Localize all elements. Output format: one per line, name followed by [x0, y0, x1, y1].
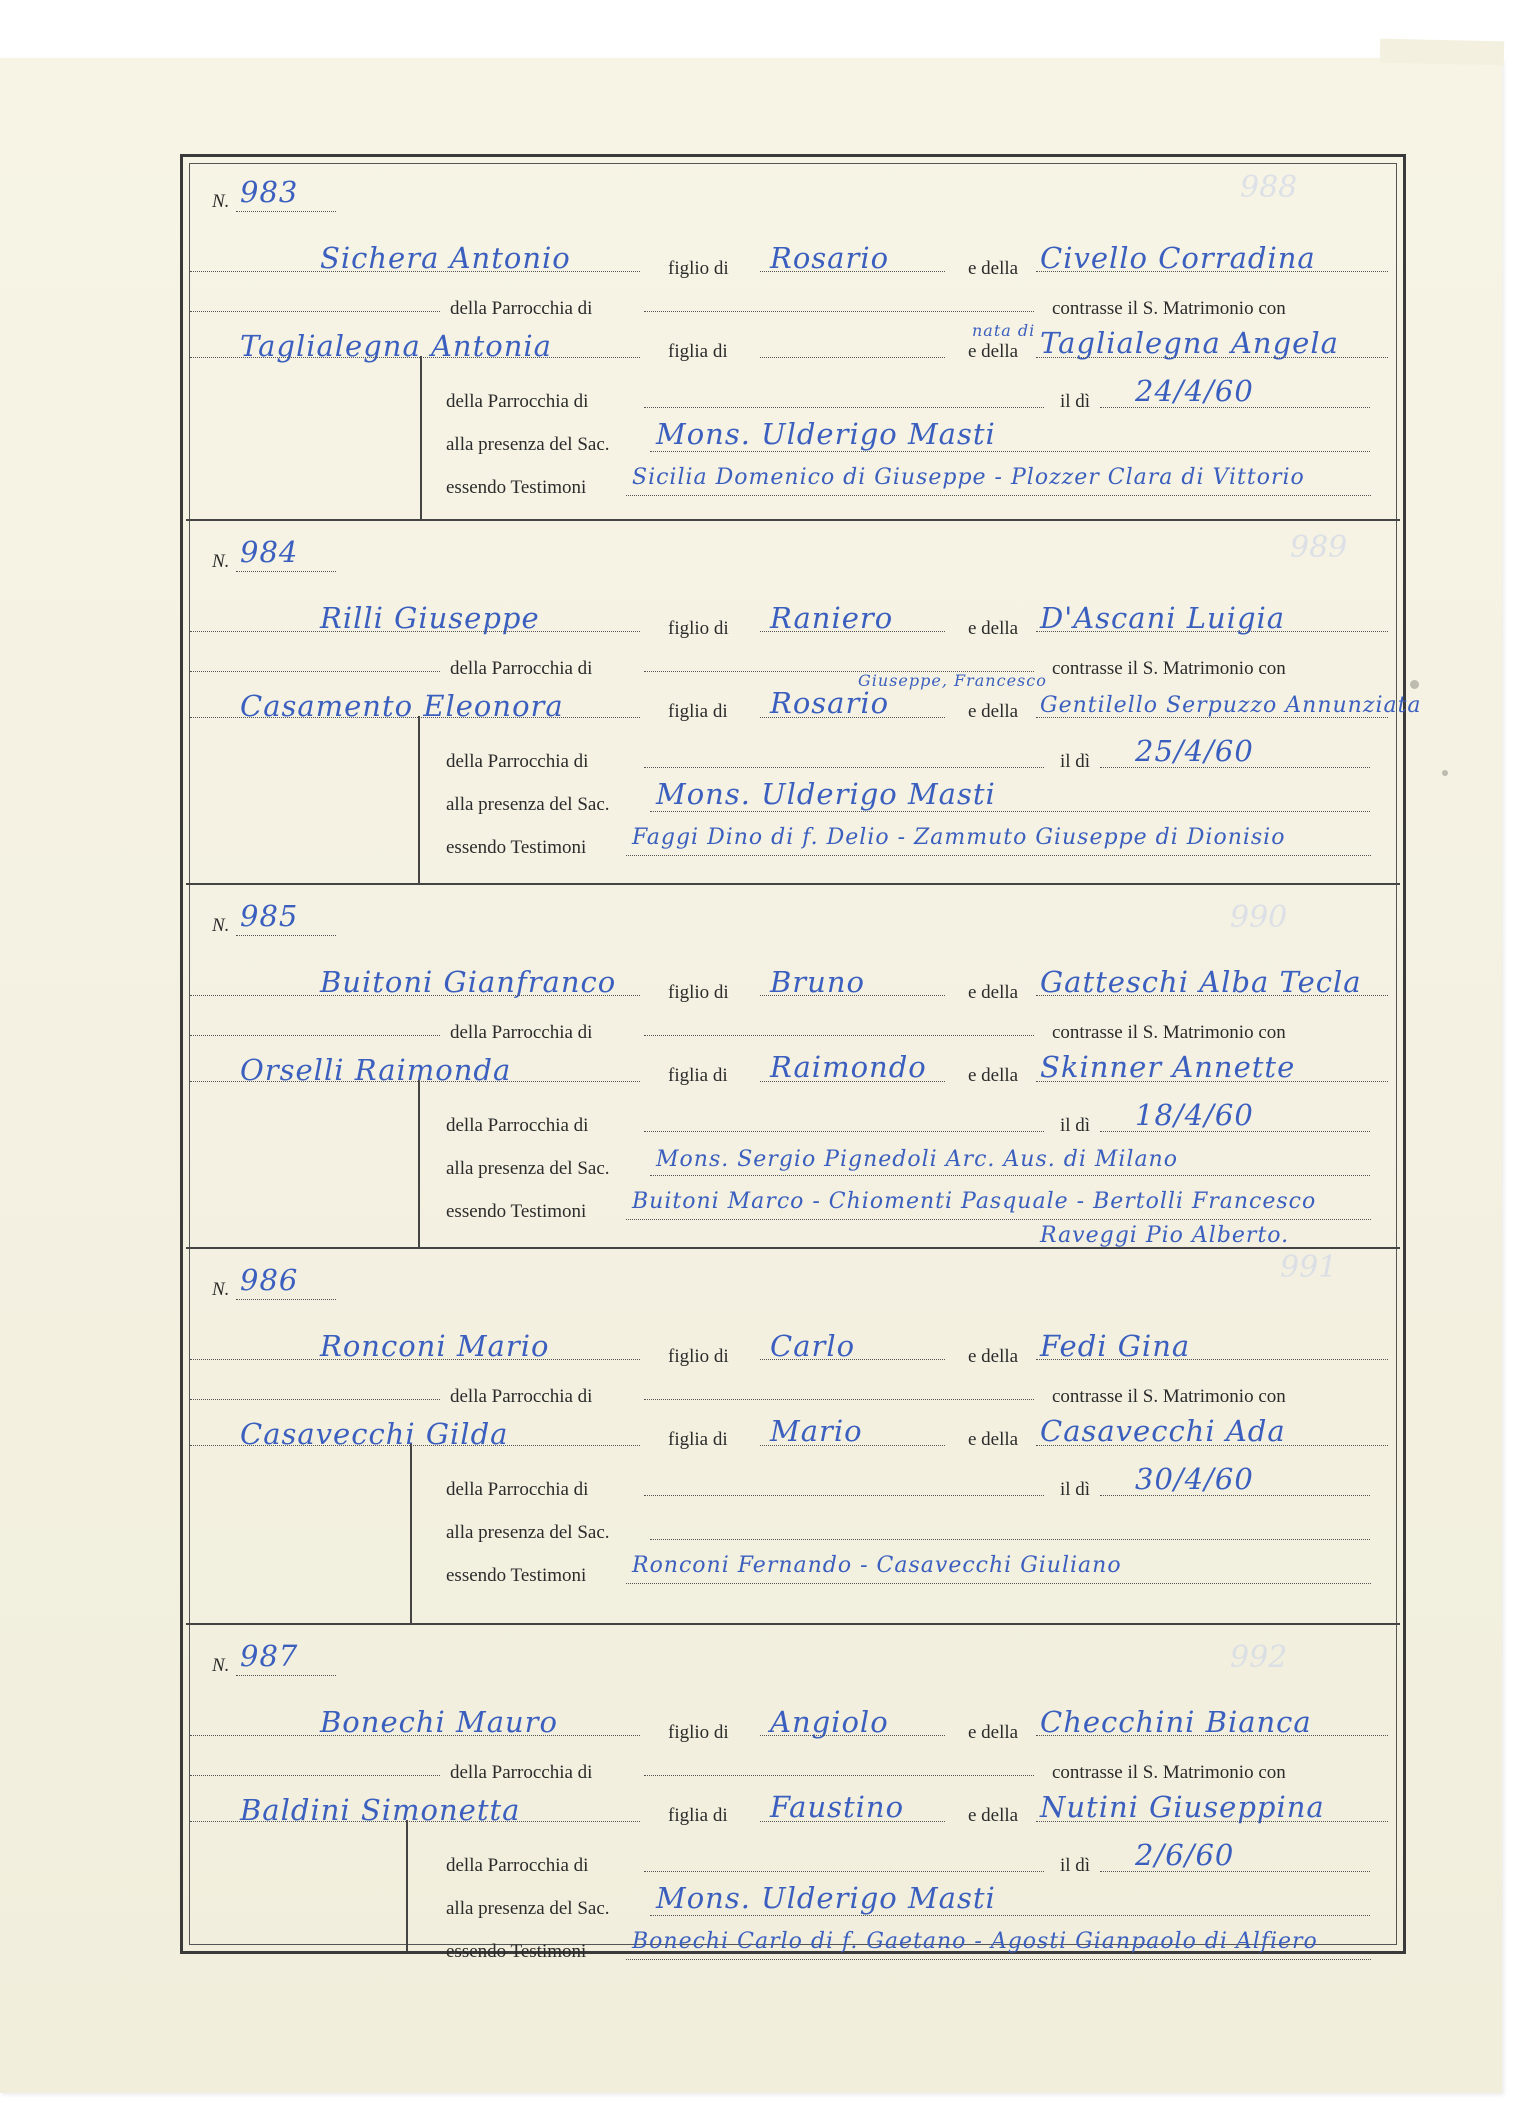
bride-mother: Skinner Annette	[1040, 1050, 1296, 1084]
dotted-line	[644, 1495, 1044, 1496]
dotted-line	[1036, 1735, 1388, 1736]
figlia-di-label: figlia di	[668, 1065, 728, 1086]
dotted-line	[190, 271, 640, 272]
dotted-line	[760, 1359, 945, 1360]
bride-mother: Taglialegna Angela	[1040, 326, 1339, 360]
della-parrocchia-label: della Parrocchia di	[450, 1762, 593, 1783]
dotted-line	[236, 571, 336, 572]
essendo-testimoni-label: essendo Testimoni	[446, 477, 587, 498]
bride-name: Casavecchi Gilda	[240, 1417, 509, 1451]
bride-mother: Nutini Giuseppina	[1040, 1790, 1325, 1824]
della-parrocchia-label: della Parrocchia di	[450, 1386, 593, 1407]
dotted-line	[236, 1299, 336, 1300]
dotted-line	[650, 1539, 1370, 1540]
marriage-date: 24/4/60	[1135, 374, 1254, 408]
dotted-line	[644, 1871, 1044, 1872]
alla-presenza-label: alla presenza del Sac.	[446, 1522, 610, 1543]
bride-father: Mario	[770, 1414, 863, 1448]
dotted-line	[1100, 767, 1370, 768]
il-di-label: il dì	[1060, 1479, 1091, 1500]
e-della-label: e della	[968, 1429, 1019, 1450]
bleed-number: 989	[1290, 530, 1348, 565]
dotted-line	[644, 1399, 1034, 1400]
essendo-testimoni-label: essendo Testimoni	[446, 1565, 587, 1586]
alla-presenza-label: alla presenza del Sac.	[446, 434, 610, 455]
e-della-label: e della	[968, 258, 1019, 279]
dotted-line	[650, 1915, 1370, 1916]
dotted-line	[1036, 1081, 1388, 1082]
record-divider-vertical	[418, 716, 420, 885]
bride-mother-note: nata di	[972, 321, 1036, 340]
bride-name: Casamento Eleonora	[240, 689, 564, 723]
record-number: 986	[240, 1263, 299, 1297]
dotted-line	[1036, 1445, 1388, 1446]
record-number-label: N.	[212, 915, 230, 936]
groom-father: Rosario	[770, 241, 890, 275]
dotted-line	[1036, 1821, 1388, 1822]
witnesses: Bonechi Carlo di f. Gaetano - Agosti Gianpaolo di Alfiero	[632, 1929, 1318, 1954]
bride-name: Baldini Simonetta	[240, 1793, 521, 1827]
marriage-date: 25/4/60	[1135, 734, 1254, 768]
dotted-line	[1036, 631, 1388, 632]
record-divider-vertical	[406, 1820, 408, 1951]
groom-mother: Fedi Gina	[1040, 1329, 1191, 1363]
e-della-label: e della	[968, 341, 1019, 362]
bride-name: Orselli Raimonda	[240, 1053, 512, 1087]
witnesses: Ronconi Fernando - Casavecchi Giuliano	[632, 1553, 1122, 1578]
dotted-line	[1036, 357, 1388, 358]
groom-mother: D'Ascani Luigia	[1040, 601, 1286, 635]
dotted-line	[760, 271, 945, 272]
figlio-di-label: figlio di	[668, 1346, 729, 1367]
marriage-date: 18/4/60	[1135, 1098, 1254, 1132]
e-della-label: e della	[968, 618, 1019, 639]
dotted-line	[760, 717, 945, 718]
dotted-line	[190, 1359, 640, 1360]
record-number: 983	[240, 175, 299, 209]
dotted-line	[190, 995, 640, 996]
dotted-line	[760, 1735, 945, 1736]
dotted-line	[190, 357, 640, 358]
dotted-line	[644, 311, 1034, 312]
dotted-line	[190, 1445, 640, 1446]
priest-name: Mons. Ulderigo Masti	[656, 417, 996, 451]
record-divider-vertical	[420, 356, 422, 521]
marriage-date: 2/6/60	[1135, 1838, 1235, 1872]
dotted-line	[626, 1959, 1371, 1960]
dotted-line	[190, 671, 440, 672]
dotted-line	[760, 995, 945, 996]
dotted-line	[1036, 995, 1388, 996]
dotted-line	[1100, 1495, 1370, 1496]
groom-father: Carlo	[770, 1329, 856, 1363]
dotted-line	[1100, 1871, 1370, 1872]
groom-mother: Checchini Bianca	[1040, 1705, 1312, 1739]
priest-name: Mons. Sergio Pignedoli Arc. Aus. di Milano	[656, 1147, 1178, 1172]
dotted-line	[1036, 271, 1388, 272]
e-della-label: e della	[968, 1805, 1019, 1826]
della-parrocchia-label: della Parrocchia di	[450, 658, 593, 679]
e-della-label: e della	[968, 701, 1019, 722]
dotted-line	[1036, 717, 1388, 718]
dotted-line	[644, 767, 1044, 768]
priest-name: Mons. Ulderigo Masti	[656, 1881, 996, 1915]
dotted-line	[644, 407, 1044, 408]
record-number: 987	[240, 1639, 299, 1673]
figlia-di-label: figlia di	[668, 341, 728, 362]
dotted-line	[626, 1219, 1371, 1220]
bride-mother: Casavecchi Ada	[1040, 1414, 1286, 1448]
record-number-label: N.	[212, 1655, 230, 1676]
groom-mother: Civello Corradina	[1040, 241, 1316, 275]
della-parrocchia-label: della Parrocchia di	[450, 1022, 593, 1043]
il-di-label: il dì	[1060, 751, 1091, 772]
della-parrocchia-label: della Parrocchia di	[446, 751, 589, 772]
figlia-di-label: figlia di	[668, 701, 728, 722]
dotted-line	[190, 1035, 440, 1036]
bride-mother: Gentilello Serpuzzo Annunziata	[1040, 693, 1422, 718]
il-di-label: il dì	[1060, 1855, 1091, 1876]
della-parrocchia-label: della Parrocchia di	[446, 1115, 589, 1136]
witnesses: Sicilia Domenico di Giuseppe - Plozzer Clara di Vittorio	[632, 465, 1305, 490]
groom-name: Rilli Giuseppe	[320, 601, 540, 635]
bleed-number: 991	[1280, 1250, 1338, 1285]
della-parrocchia-label: della Parrocchia di	[446, 1479, 589, 1500]
record-number: 984	[240, 535, 299, 569]
dotted-line	[644, 1131, 1044, 1132]
figlia-di-label: figlia di	[668, 1805, 728, 1826]
dotted-line	[760, 1821, 945, 1822]
essendo-testimoni-label: essendo Testimoni	[446, 1941, 587, 1962]
record-number: 985	[240, 899, 299, 933]
contrasse-label: contrasse il S. Matrimonio con	[1052, 1762, 1286, 1783]
bleed-number: 988	[1240, 170, 1298, 205]
figlia-di-label: figlia di	[668, 1429, 728, 1450]
contrasse-label: contrasse il S. Matrimonio con	[1052, 1022, 1286, 1043]
dotted-line	[190, 1821, 640, 1822]
dotted-line	[190, 1775, 440, 1776]
e-della-label: e della	[968, 1722, 1019, 1743]
dotted-line	[236, 1675, 336, 1676]
contrasse-label: contrasse il S. Matrimonio con	[1052, 1386, 1286, 1407]
priest-name: Mons. Ulderigo Masti	[656, 777, 996, 811]
dotted-line	[644, 1035, 1034, 1036]
record-number-label: N.	[212, 191, 230, 212]
dotted-line	[190, 1735, 640, 1736]
figlio-di-label: figlio di	[668, 982, 729, 1003]
groom-father: Angiolo	[770, 1705, 889, 1739]
bride-name: Taglialegna Antonia	[240, 329, 552, 363]
e-della-label: e della	[968, 1065, 1019, 1086]
dotted-line	[626, 855, 1371, 856]
bleed-number: 990	[1230, 900, 1288, 935]
contrasse-label: contrasse il S. Matrimonio con	[1052, 658, 1286, 679]
groom-name: Ronconi Mario	[320, 1329, 550, 1363]
bride-father: Raimondo	[770, 1050, 927, 1084]
witnesses: Faggi Dino di f. Delio - Zammuto Giuseppe di Dionisio	[632, 825, 1286, 850]
dotted-line	[190, 717, 640, 718]
della-parrocchia-label: della Parrocchia di	[446, 1855, 589, 1876]
groom-name: Buitoni Gianfranco	[320, 965, 617, 999]
groom-name: Sichera Antonio	[320, 241, 571, 275]
della-parrocchia-label: della Parrocchia di	[450, 298, 593, 319]
bleed-number: 992	[1230, 1640, 1288, 1675]
dotted-line	[644, 1775, 1034, 1776]
figlio-di-label: figlio di	[668, 1722, 729, 1743]
dotted-line	[236, 935, 336, 936]
dotted-line	[1100, 1131, 1370, 1132]
dotted-line	[236, 211, 336, 212]
record-number-label: N.	[212, 1279, 230, 1300]
dotted-line	[760, 1081, 945, 1082]
bride-father-note: Giuseppe, Francesco	[858, 671, 1047, 690]
dotted-line	[650, 811, 1370, 812]
witnesses-continued: Raveggi Pio Alberto.	[1040, 1223, 1290, 1248]
della-parrocchia-label: della Parrocchia di	[446, 391, 589, 412]
dotted-line	[760, 631, 945, 632]
record-divider-vertical	[410, 1444, 412, 1625]
record-number-label: N.	[212, 551, 230, 572]
dotted-line	[626, 1583, 1371, 1584]
groom-mother: Gatteschi Alba Tecla	[1040, 965, 1362, 999]
alla-presenza-label: alla presenza del Sac.	[446, 794, 610, 815]
dotted-line	[190, 631, 640, 632]
dotted-line	[1036, 1359, 1388, 1360]
alla-presenza-label: alla presenza del Sac.	[446, 1158, 610, 1179]
bride-father: Faustino	[770, 1790, 905, 1824]
paper-spot	[1410, 680, 1419, 689]
dotted-line	[190, 311, 440, 312]
groom-father: Bruno	[770, 965, 865, 999]
paper-spot	[1442, 770, 1448, 776]
dotted-line	[760, 1445, 945, 1446]
dotted-line	[190, 1399, 440, 1400]
il-di-label: il dì	[1060, 391, 1091, 412]
figlio-di-label: figlio di	[668, 618, 729, 639]
paper-torn-corner	[1380, 39, 1505, 66]
groom-name: Bonechi Mauro	[320, 1705, 559, 1739]
dotted-line	[650, 451, 1370, 452]
contrasse-label: contrasse il S. Matrimonio con	[1052, 298, 1286, 319]
dotted-line	[650, 1175, 1370, 1176]
bride-father: Rosario	[770, 686, 890, 720]
dotted-line	[190, 1081, 640, 1082]
record-divider-vertical	[418, 1080, 420, 1249]
groom-father: Raniero	[770, 601, 894, 635]
dotted-line	[626, 495, 1371, 496]
figlio-di-label: figlio di	[668, 258, 729, 279]
dotted-line	[760, 357, 945, 358]
il-di-label: il dì	[1060, 1115, 1091, 1136]
dotted-line	[1100, 407, 1370, 408]
e-della-label: e della	[968, 1346, 1019, 1367]
marriage-date: 30/4/60	[1135, 1462, 1254, 1496]
witnesses: Buitoni Marco - Chiomenti Pasquale - Bertolli Francesco	[632, 1189, 1317, 1214]
essendo-testimoni-label: essendo Testimoni	[446, 837, 587, 858]
essendo-testimoni-label: essendo Testimoni	[446, 1201, 587, 1222]
alla-presenza-label: alla presenza del Sac.	[446, 1898, 610, 1919]
e-della-label: e della	[968, 982, 1019, 1003]
